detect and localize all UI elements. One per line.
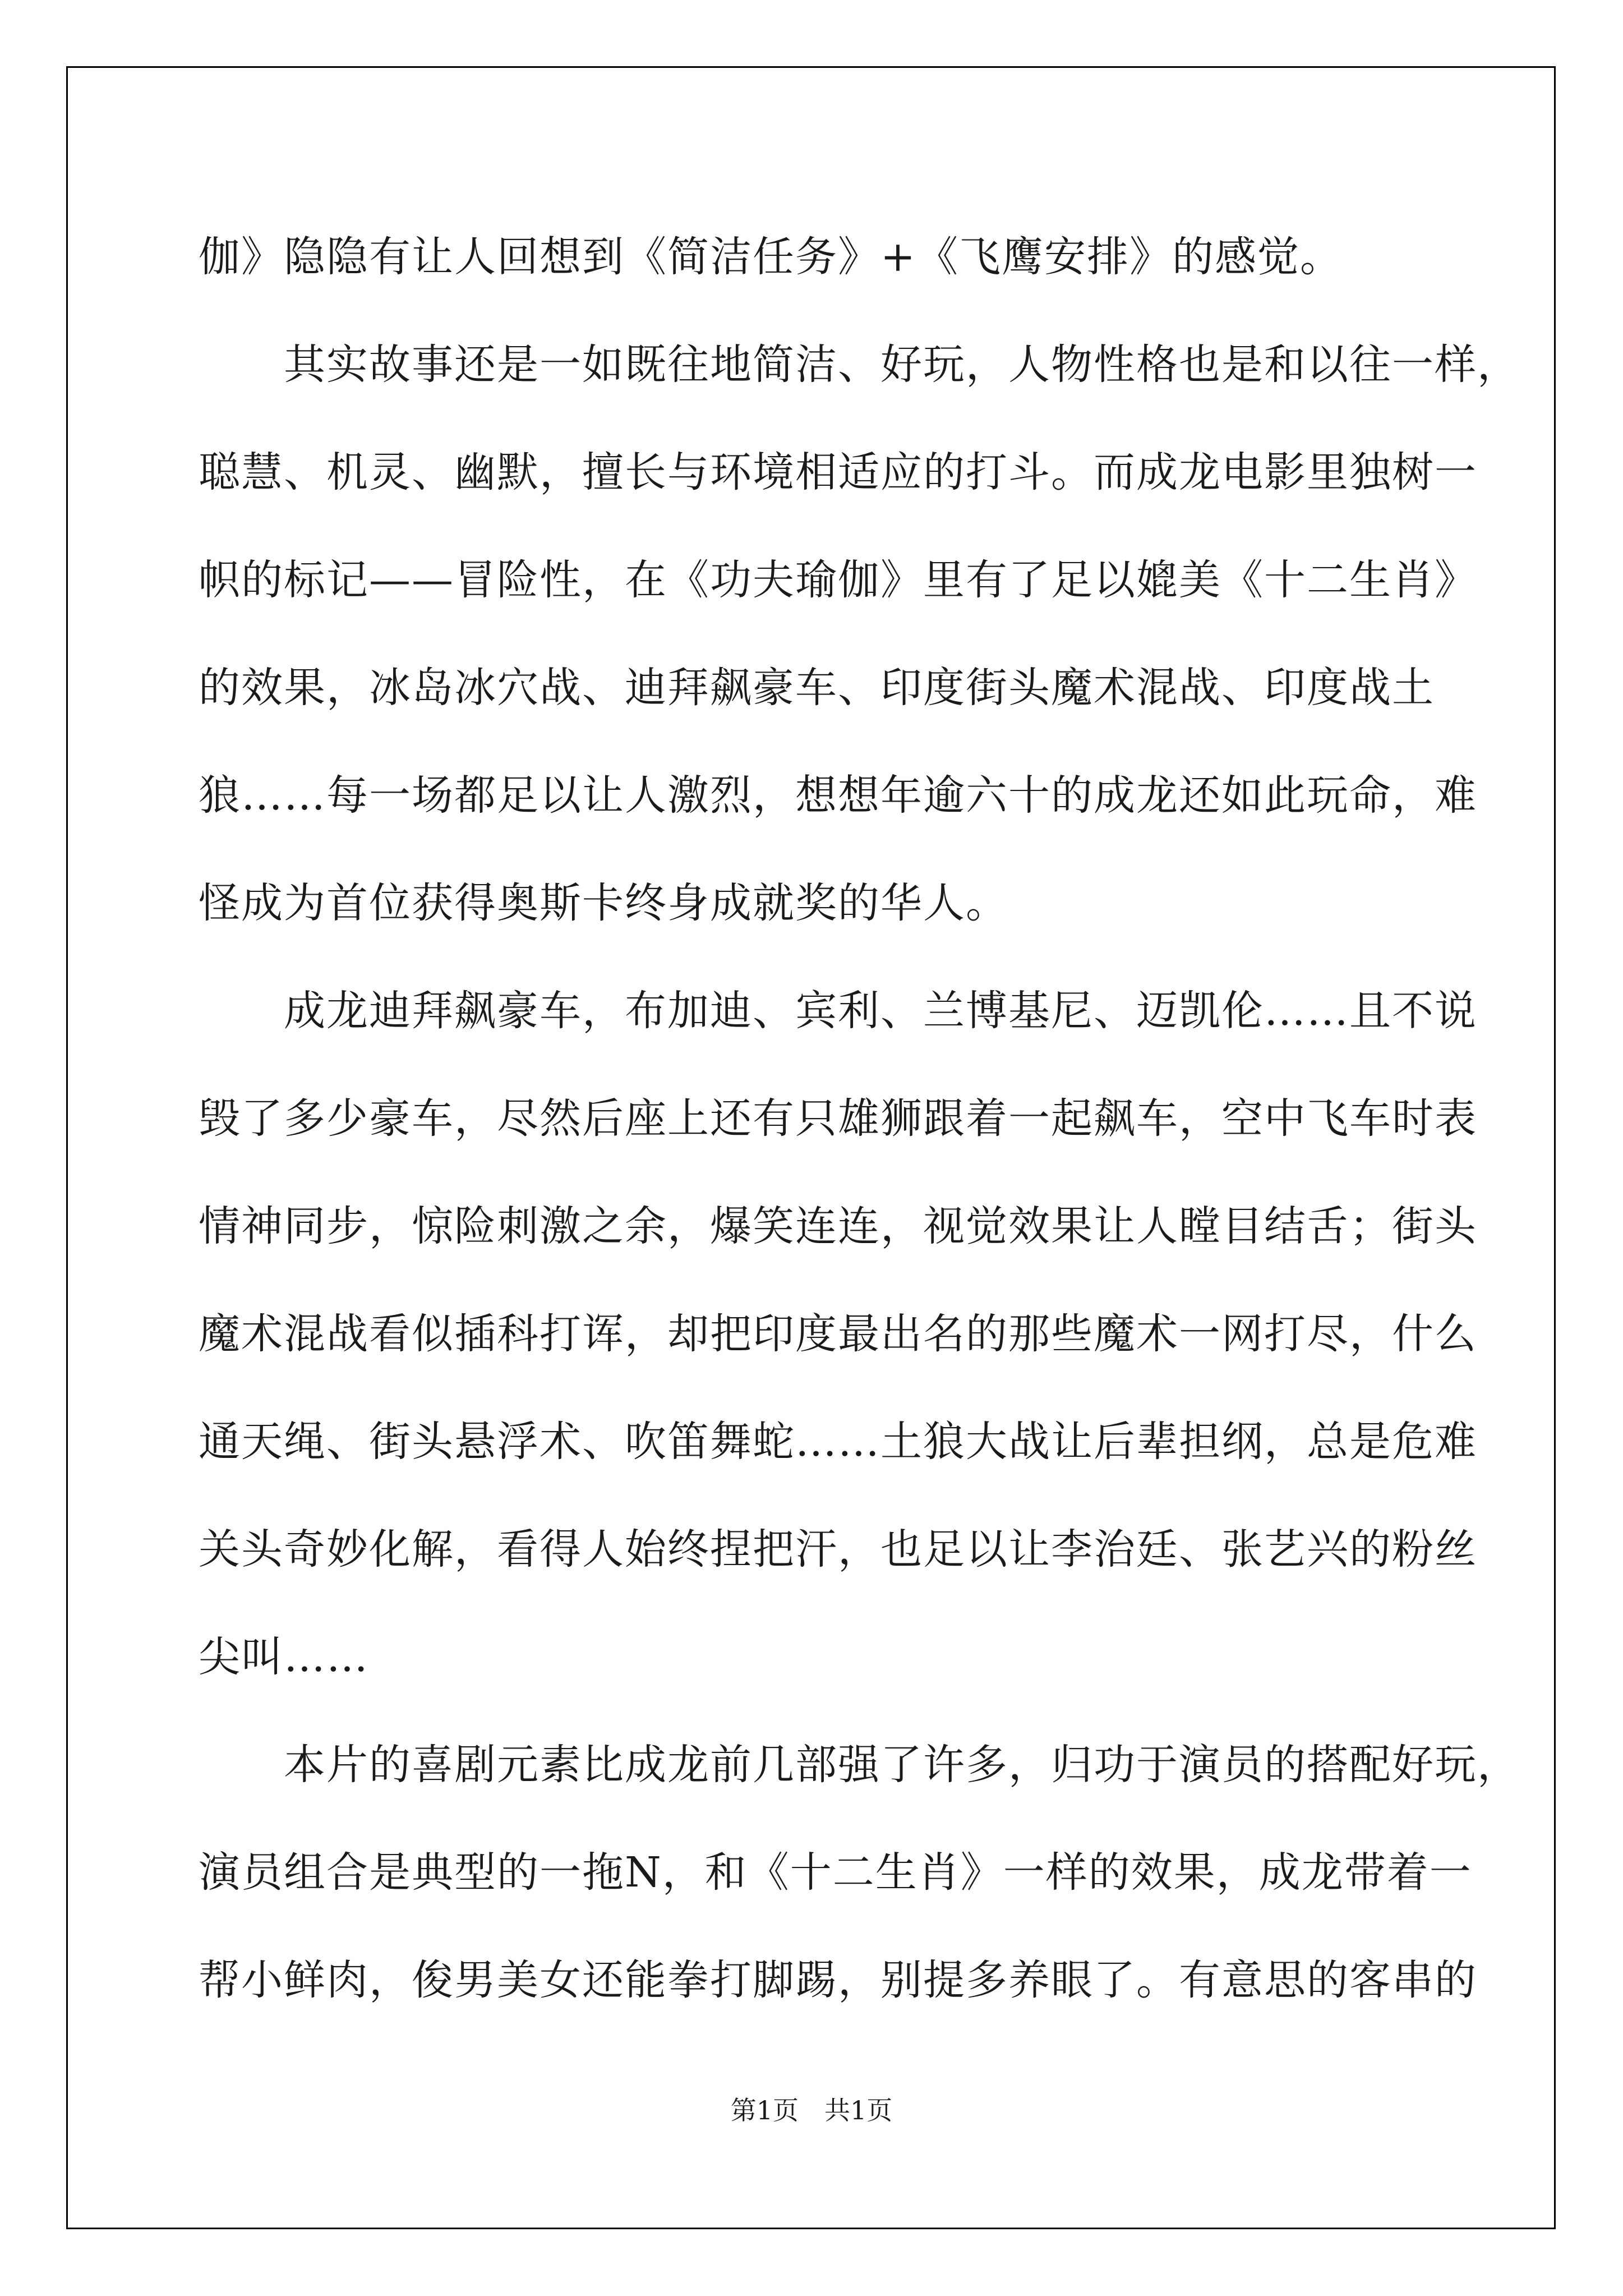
text-line: 怪成为首位获得奥斯卡终身成就奖的华人。 bbox=[199, 879, 1008, 927]
text-line: 情神同步，惊险刺激之余，爆笑连连，视觉效果让人瞠目结舌；街头 bbox=[199, 1202, 1477, 1250]
text-line: 毁了多少豪车，尽然后座上还有只雄狮跟着一起飙车，空中飞车时表 bbox=[199, 1094, 1477, 1143]
page-footer: 第1页 共1页 bbox=[730, 2095, 893, 2125]
text-line: 演员组合是典型的一拖N，和《十二生肖》一样的效果，成龙带着一 bbox=[199, 1848, 1472, 1897]
text-line: 通天绳、街头悬浮术、吹笛舞蛇……土狼大战让后辈担纲，总是危难 bbox=[199, 1418, 1477, 1466]
text-line: 的效果，冰岛冰穴战、迪拜飙豪车、印度街头魔术混战、印度战土 bbox=[199, 664, 1435, 712]
text-line: 伽》隐隐有让人回想到《简洁任务》+《飞鹰安排》的感觉。 bbox=[199, 233, 1343, 281]
text-line: 关头奇妙化解，看得人始终捏把汗，也足以让李治廷、张艺兴的粉丝 bbox=[199, 1525, 1477, 1573]
text-line: 成龙迪拜飙豪车，布加迪、宾利、兰博基尼、迈凯伦……且不说 bbox=[199, 987, 1477, 1035]
text-line: 帮小鲜肉，俊男美女还能拳打脚踢，别提多养眼了。有意思的客串的 bbox=[199, 1956, 1477, 2004]
text-line: 本片的喜剧元素比成龙前几部强了许多，归功于演员的搭配好玩， bbox=[199, 1741, 1520, 1789]
text-line: 魔术混战看似插科打诨，却把印度最出名的那些魔术一网打尽，什么 bbox=[199, 1310, 1477, 1358]
text-line: 聪慧、机灵、幽默，擅长与环境相适应的打斗。而成龙电影里独树一 bbox=[199, 448, 1477, 496]
text-line: 帜的标记——冒险性，在《功夫瑜伽》里有了足以媲美《十二生肖》 bbox=[199, 556, 1477, 604]
document-body bbox=[199, 203, 1520, 2034]
text-line: 尖叫…… bbox=[199, 1633, 369, 1681]
text-line: 其实故事还是一如既往地简洁、好玩，人物性格也是和以往一样， bbox=[199, 341, 1520, 389]
text-line: 狼……每一场都足以让人激烈，想想年逾六十的成龙还如此玩命，难 bbox=[199, 771, 1477, 820]
